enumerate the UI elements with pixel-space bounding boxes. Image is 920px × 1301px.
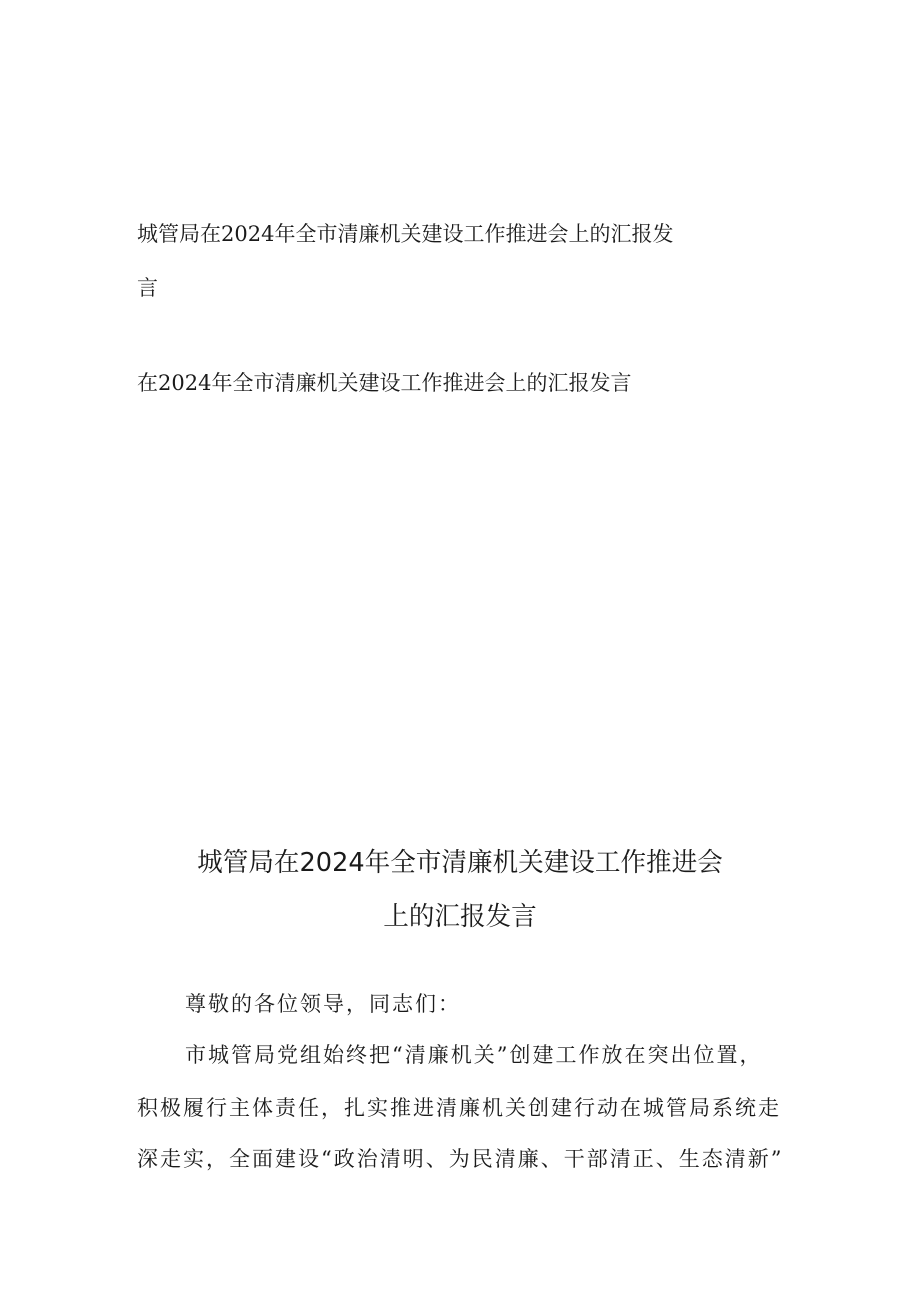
paragraph-line: 市城管局党组始终把“清廉机关”创建工作放在突出位置， [185, 1043, 763, 1067]
document-heading-line-1: 城管局在2024年全市清廉机关建设工作推进会 [197, 848, 723, 878]
salutation: 尊敬的各位领导，同志们： [185, 992, 461, 1016]
paragraph-line: 深走实，全面建设“政治清明、为民清廉、干部清正、生态清新” [137, 1147, 784, 1171]
cover-title-line-1: 城管局在2024年全市清廉机关建设工作推进会上的汇报发 [137, 222, 674, 246]
document-heading-line-2: 上的汇报发言 [383, 902, 537, 932]
paragraph-line: 积极履行主体责任，扎实推进清廉机关创建行动在城管局系统走 [137, 1096, 781, 1120]
cover-title-line-2: 言 [137, 276, 158, 300]
cover-subtitle: 在2024年全市清廉机关建设工作推进会上的汇报发言 [137, 371, 632, 395]
